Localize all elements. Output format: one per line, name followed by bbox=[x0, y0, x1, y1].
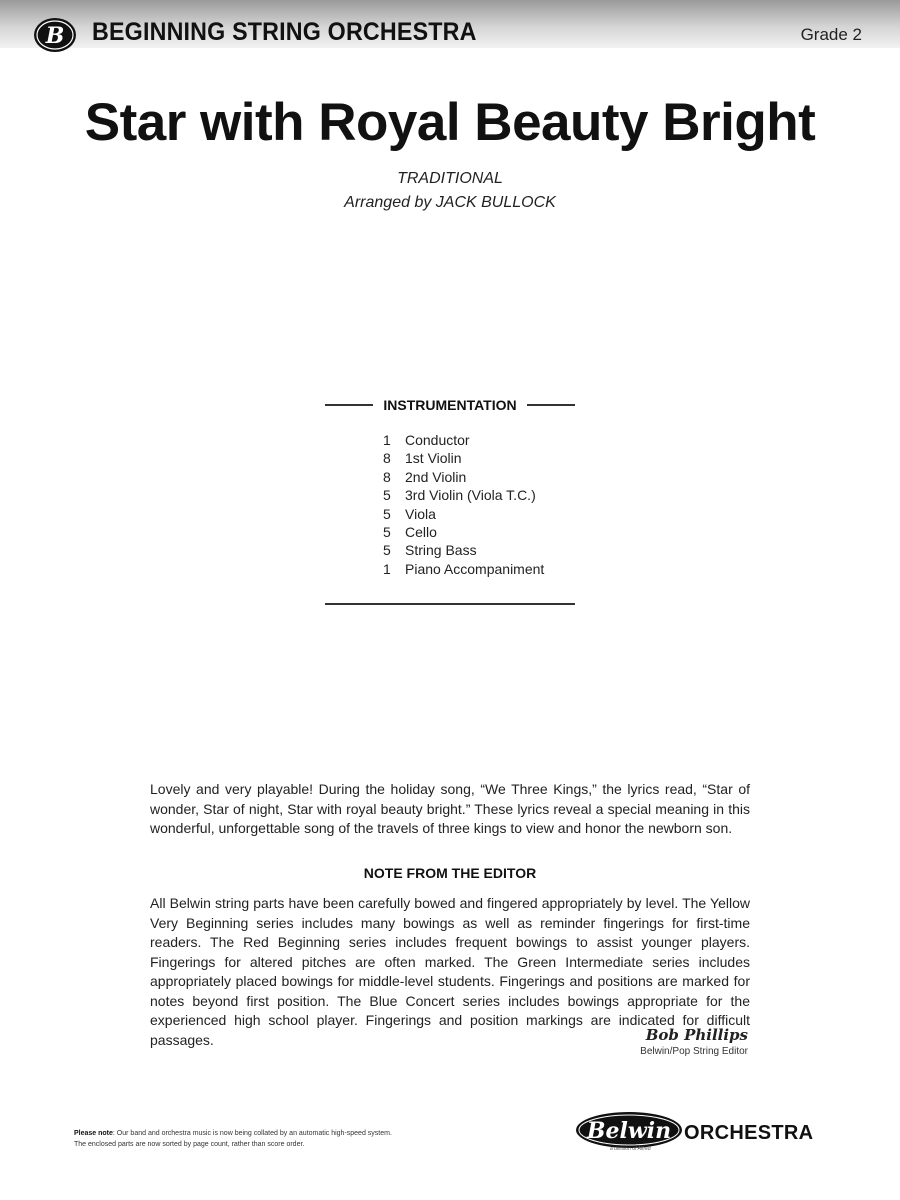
series-title: BEGINNING STRING ORCHESTRA bbox=[92, 18, 477, 46]
footer-note-line-2: The enclosed parts are now sorted by page count, rather than score order. bbox=[74, 1141, 305, 1148]
footer-note-label: Please note bbox=[74, 1130, 113, 1137]
description-paragraph: Lovely and very playable! During the holiday song, “We Three Kings,” the lyrics read, “Star of wonder, Star of night, Star with royal beauty bright.” These lyrics reveal a special meaning in this wonderful, unforgettable song of the travels of three kings to view and honor the newborn son. bbox=[150, 781, 750, 836]
editor-note-body: All Belwin string parts have been carefully bowed and fingered appropriately by level. The Yellow Very Beginning series includes many bowings as well as reminder fingerings for first-time readers. The Red Beginning series includes frequent bowings to assist younger players. Fingerings for altered pitches are often marked. The Green Intermediate series includes appropriately placed bowings for middle-level students. Fingerings and positions are marked for notes beyond first position. The Blue Concert series includes bowings appropriate for the experienced high school player. Fingerings and position markings are indicated for difficult passages. bbox=[150, 895, 750, 1048]
grade-label: Grade 2 bbox=[800, 25, 862, 44]
editor-note-heading: NOTE FROM THE EDITOR bbox=[363, 865, 537, 881]
instrument-qty: 1 bbox=[383, 560, 391, 577]
instrument-qty: 1 bbox=[383, 432, 391, 448]
instrument-row bbox=[383, 469, 544, 487]
instrument-row bbox=[383, 506, 544, 524]
publisher-logo-text: Belwin bbox=[586, 1118, 672, 1144]
footer-note-text: : Our band and orchestra music is now being collated by an automatic high-speed system. bbox=[112, 1130, 392, 1137]
instrumentation-label: INSTRUMENTATION bbox=[383, 397, 517, 413]
instrument-qty: 5 bbox=[383, 523, 391, 540]
instrument-row bbox=[383, 432, 544, 450]
instrument-row bbox=[383, 524, 544, 542]
instrumentation-bottom-rule bbox=[325, 603, 575, 605]
instrument-qty: 8 bbox=[383, 450, 391, 467]
footer-note bbox=[74, 1128, 392, 1150]
series-logo-icon bbox=[32, 15, 78, 55]
instrument-row bbox=[383, 542, 544, 560]
heading-rule-left bbox=[325, 404, 373, 406]
instrument-part: Cello bbox=[405, 523, 437, 540]
instrument-row bbox=[383, 561, 544, 579]
instrumentation-heading bbox=[325, 397, 575, 413]
instrument-qty: 8 bbox=[383, 468, 391, 485]
editor-signature-title: Belwin/Pop String Editor bbox=[640, 1046, 748, 1057]
publisher-tagline: a division of Alfred bbox=[610, 1146, 651, 1152]
instrument-part: 2nd Violin bbox=[405, 468, 467, 485]
instrument-qty: 5 bbox=[383, 542, 391, 559]
publisher-orchestra-label: ORCHESTRA bbox=[684, 1122, 814, 1144]
composer-credit: TRADITIONAL bbox=[397, 170, 503, 187]
instrumentation-list bbox=[383, 432, 544, 579]
instrument-qty: 5 bbox=[383, 487, 391, 504]
footer-note-line-1 bbox=[74, 1128, 392, 1139]
svg-text:B: B bbox=[45, 23, 65, 49]
editor-signature: Bob Phillips bbox=[645, 1026, 748, 1044]
instrument-part: Viola bbox=[405, 505, 436, 522]
instrument-part: String Bass bbox=[405, 542, 477, 559]
instrument-part: 3rd Violin (Viola T.C.) bbox=[405, 487, 536, 504]
page-title: Star with Royal Beauty Bright bbox=[84, 93, 816, 152]
instrument-qty: 5 bbox=[383, 505, 391, 522]
arranger-credit: Arranged by JACK BULLOCK bbox=[344, 194, 556, 211]
instrument-part: Conductor bbox=[405, 432, 470, 448]
instrument-part: Piano Accompaniment bbox=[405, 560, 545, 577]
instrument-row bbox=[383, 450, 544, 468]
instrument-row bbox=[383, 487, 544, 505]
instrument-part: 1st Violin bbox=[405, 450, 462, 467]
heading-rule-right bbox=[527, 404, 575, 406]
